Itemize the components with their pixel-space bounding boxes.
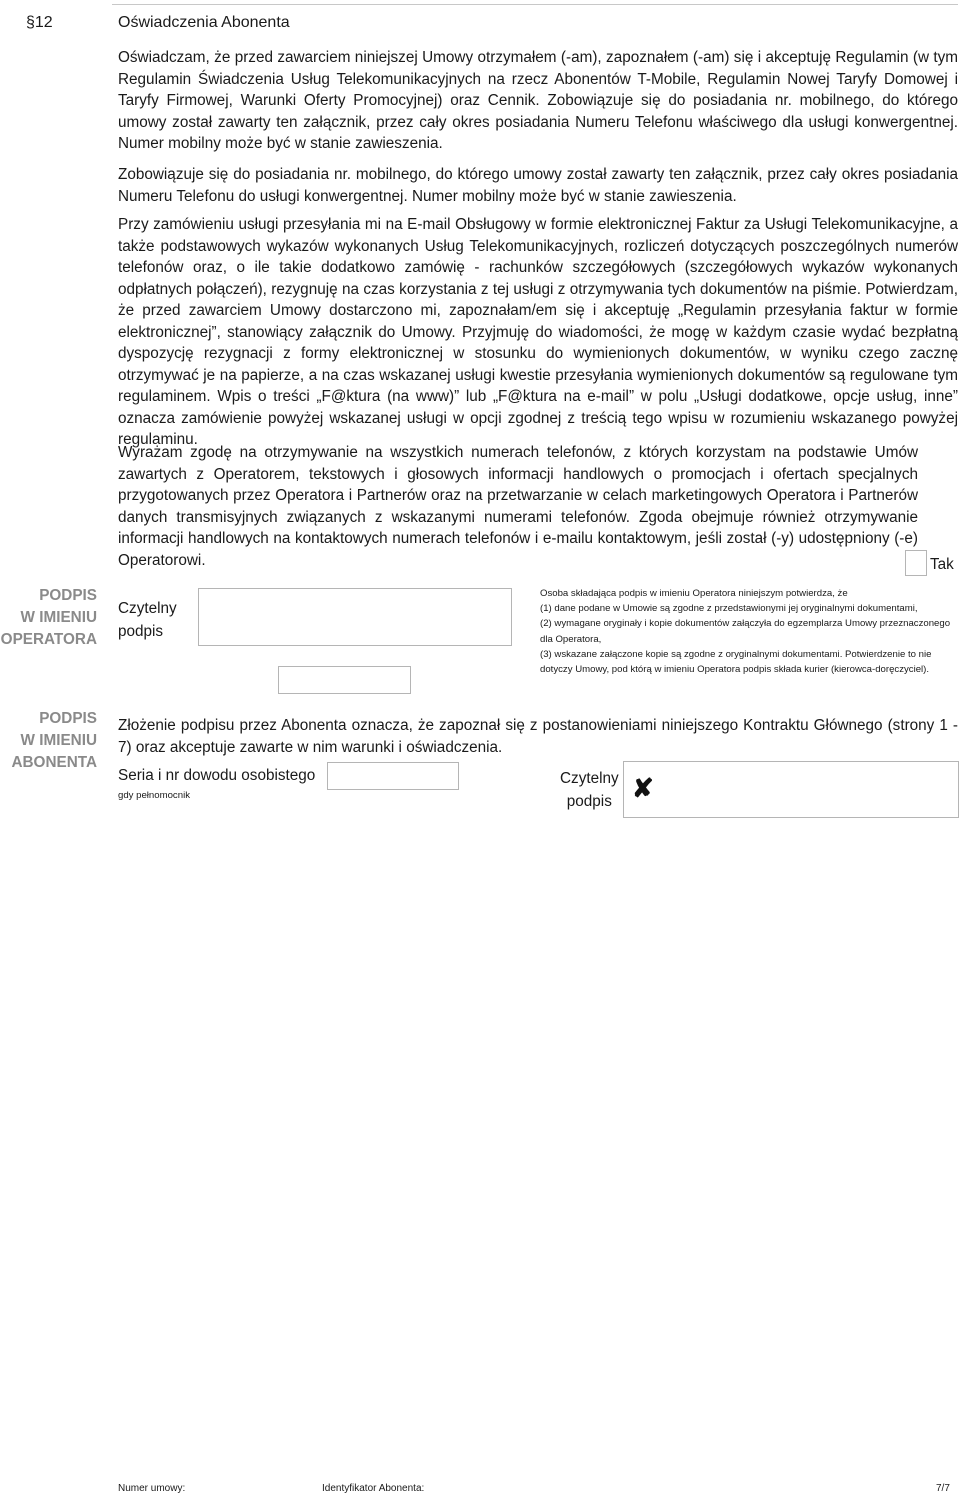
marketing-consent-checkbox[interactable]: [905, 550, 927, 576]
operator-signature-field-label: Czytelny podpis: [118, 600, 177, 640]
paragraph-terms-acceptance: Oświadczam, że przed zawarciem niniejszej Umowy otrzymałem (-am), zapoznałem (-am) się i akceptuję Regulamin (w tym Regulamin Świadczenia Usług Telekomunikacyjnych na rzecz Abonentów T-Mobile, Regulamin Nowej Taryfy Domowej i Taryfy Firmowej, Warunki Oferty Promocyjnej) oraz Cennik. Zobowiązuje się do posiadania nr. mobilnego, do którego umowy został zawarty ten załącznik, przez cały okres posiadania Numeru Telefonu właściwego dla usługi konwergentnej. Numer mobilny może być w stanie zawieszenia.: [118, 49, 958, 152]
footer-subscriber-id: Identyfikator Abonenta:: [322, 1483, 425, 1494]
subscriber-signature-heading: PODPIS W IMIENIU ABONENTA: [11, 710, 97, 771]
sign-here-x-icon: ✘: [632, 773, 654, 803]
subscriber-signature-field-label: Czytelny podpis: [560, 770, 619, 810]
subscriber-signature-field[interactable]: [623, 761, 959, 818]
operator-stamp-field[interactable]: [278, 666, 411, 694]
id-document-label: Seria i nr dowodu osobistego: [118, 767, 316, 784]
operator-signature-field[interactable]: [198, 588, 512, 646]
footer-page-number: 7/7: [936, 1483, 950, 1494]
top-rule: [112, 4, 958, 5]
operator-confirmation-note: Osoba składająca podpis w imieniu Operatora niniejszym potwierdza, że (1) dane podane w Umowie są zgodne z przedstawionymi jej oryginalnymi dokumentami, (2) wymagane oryginały i kopie dokumentów załączyła do egzemplarza Umowy przeznaczonego dla Operatora, (3) wskazane załączone kopie są zgodne z oryginalnymi dokumentami. Potwierdzenie to nie dotyczy Umowy, pod którą w imieniu Operatora podpis składa kurier (kierowca-doręczyciel).: [540, 588, 951, 676]
footer-contract-number: Numer umowy:: [118, 1483, 186, 1494]
paragraph-e-invoice: Przy zamówieniu usługi przesyłania mi na E-mail Obsługowy w formie elektronicznej Faktur za Usługi Telekomunikacyjne, a także podstawowych wykazów wykonanych Usług Telekomunikacyjnych, rozliczeń dotyczących poszczególnych numerów telefonów oraz, o ile takie dodatkowo zamówię - rachunków szczegółowych (szczegółowych wykazów wykonanych odpłatnych połączeń), rezygnuję na czas korzystania z tej usługi z otrzymywania tych dokumentów na piśmie. Potwierdzam, że przed zawarciem Umowy dostarczono mi, zapoznałam/em się i akceptuję „Regulamin przesyłania faktur w formie elektronicznej”, stanowiący załącznik do Umowy. Przyjmuję do wiadomości, że mogę w każdym czasie wydać bezpłatną dyspozycję rezygnacji z formy elektronicznej w stosunku do wymienionych dokumentów, w wyniku czego zacznę otrzymywać je na papierze, a na czas wskazanej usługi kwestie przesyłania wymienionych dokumentów są regulowane tym regulaminem. Wpis o treści „F@ktura (na www)” lub „F@ktura na e-mail” w polu „Usługi dodatkowe, opcje usług, inne” oznacza zamówienie powyżej wskazanej usługi w opcji zgodnej z treścią tego wpisu w rozumieniu wskazanego powyżej regulaminu.: [118, 216, 958, 448]
paragraph-marketing-consent: Wyrażam zgodę na otrzymywanie na wszystkich numerach telefonów, z których korzystam na podstawie Umów zawartych z Operatorem, tekstowych i głosowych informacji handlowych o promocjach i ofertach specjalnych przygotowanych przez Operatora i Partnerów oraz na przetwarzanie w celach marketingowych Operatora i Partnerów danych transmisyjnych związanych z wskazanymi numerami telefonów. Zgoda obejmuje również otrzymywanie informacji handlowych na kontaktowych numerach telefonów i e-mailu kontaktowym, jeśli został (-y) udostępniony (-e) Operatorowi.: [118, 444, 918, 569]
section-number: §12: [26, 14, 53, 31]
operator-signature-heading: PODPIS W IMIENIU OPERATORA: [0, 587, 97, 648]
subscriber-signature-statement: Złożenie podpisu przez Abonenta oznacza, że zapoznał się z postanowieniami niniejszego Kontraktu Głównego (strony 1 - 7) oraz akceptuje zawarte w nim warunki i oświadczenia.: [118, 717, 958, 756]
paragraph-mobile-number: Zobowiązuje się do posiadania nr. mobilnego, do którego umowy został zawarty ten załącznik, przez cały okres posiadania Numeru Telefonu do usługi konwergentnej. Numer mobilny może być w stanie zawieszenia.: [118, 166, 958, 205]
id-document-sublabel: gdy pełnomocnik: [118, 790, 190, 801]
marketing-consent-label: Tak: [930, 556, 954, 573]
id-document-field[interactable]: [327, 762, 459, 790]
section-title: Oświadczenia Abonenta: [118, 14, 290, 31]
